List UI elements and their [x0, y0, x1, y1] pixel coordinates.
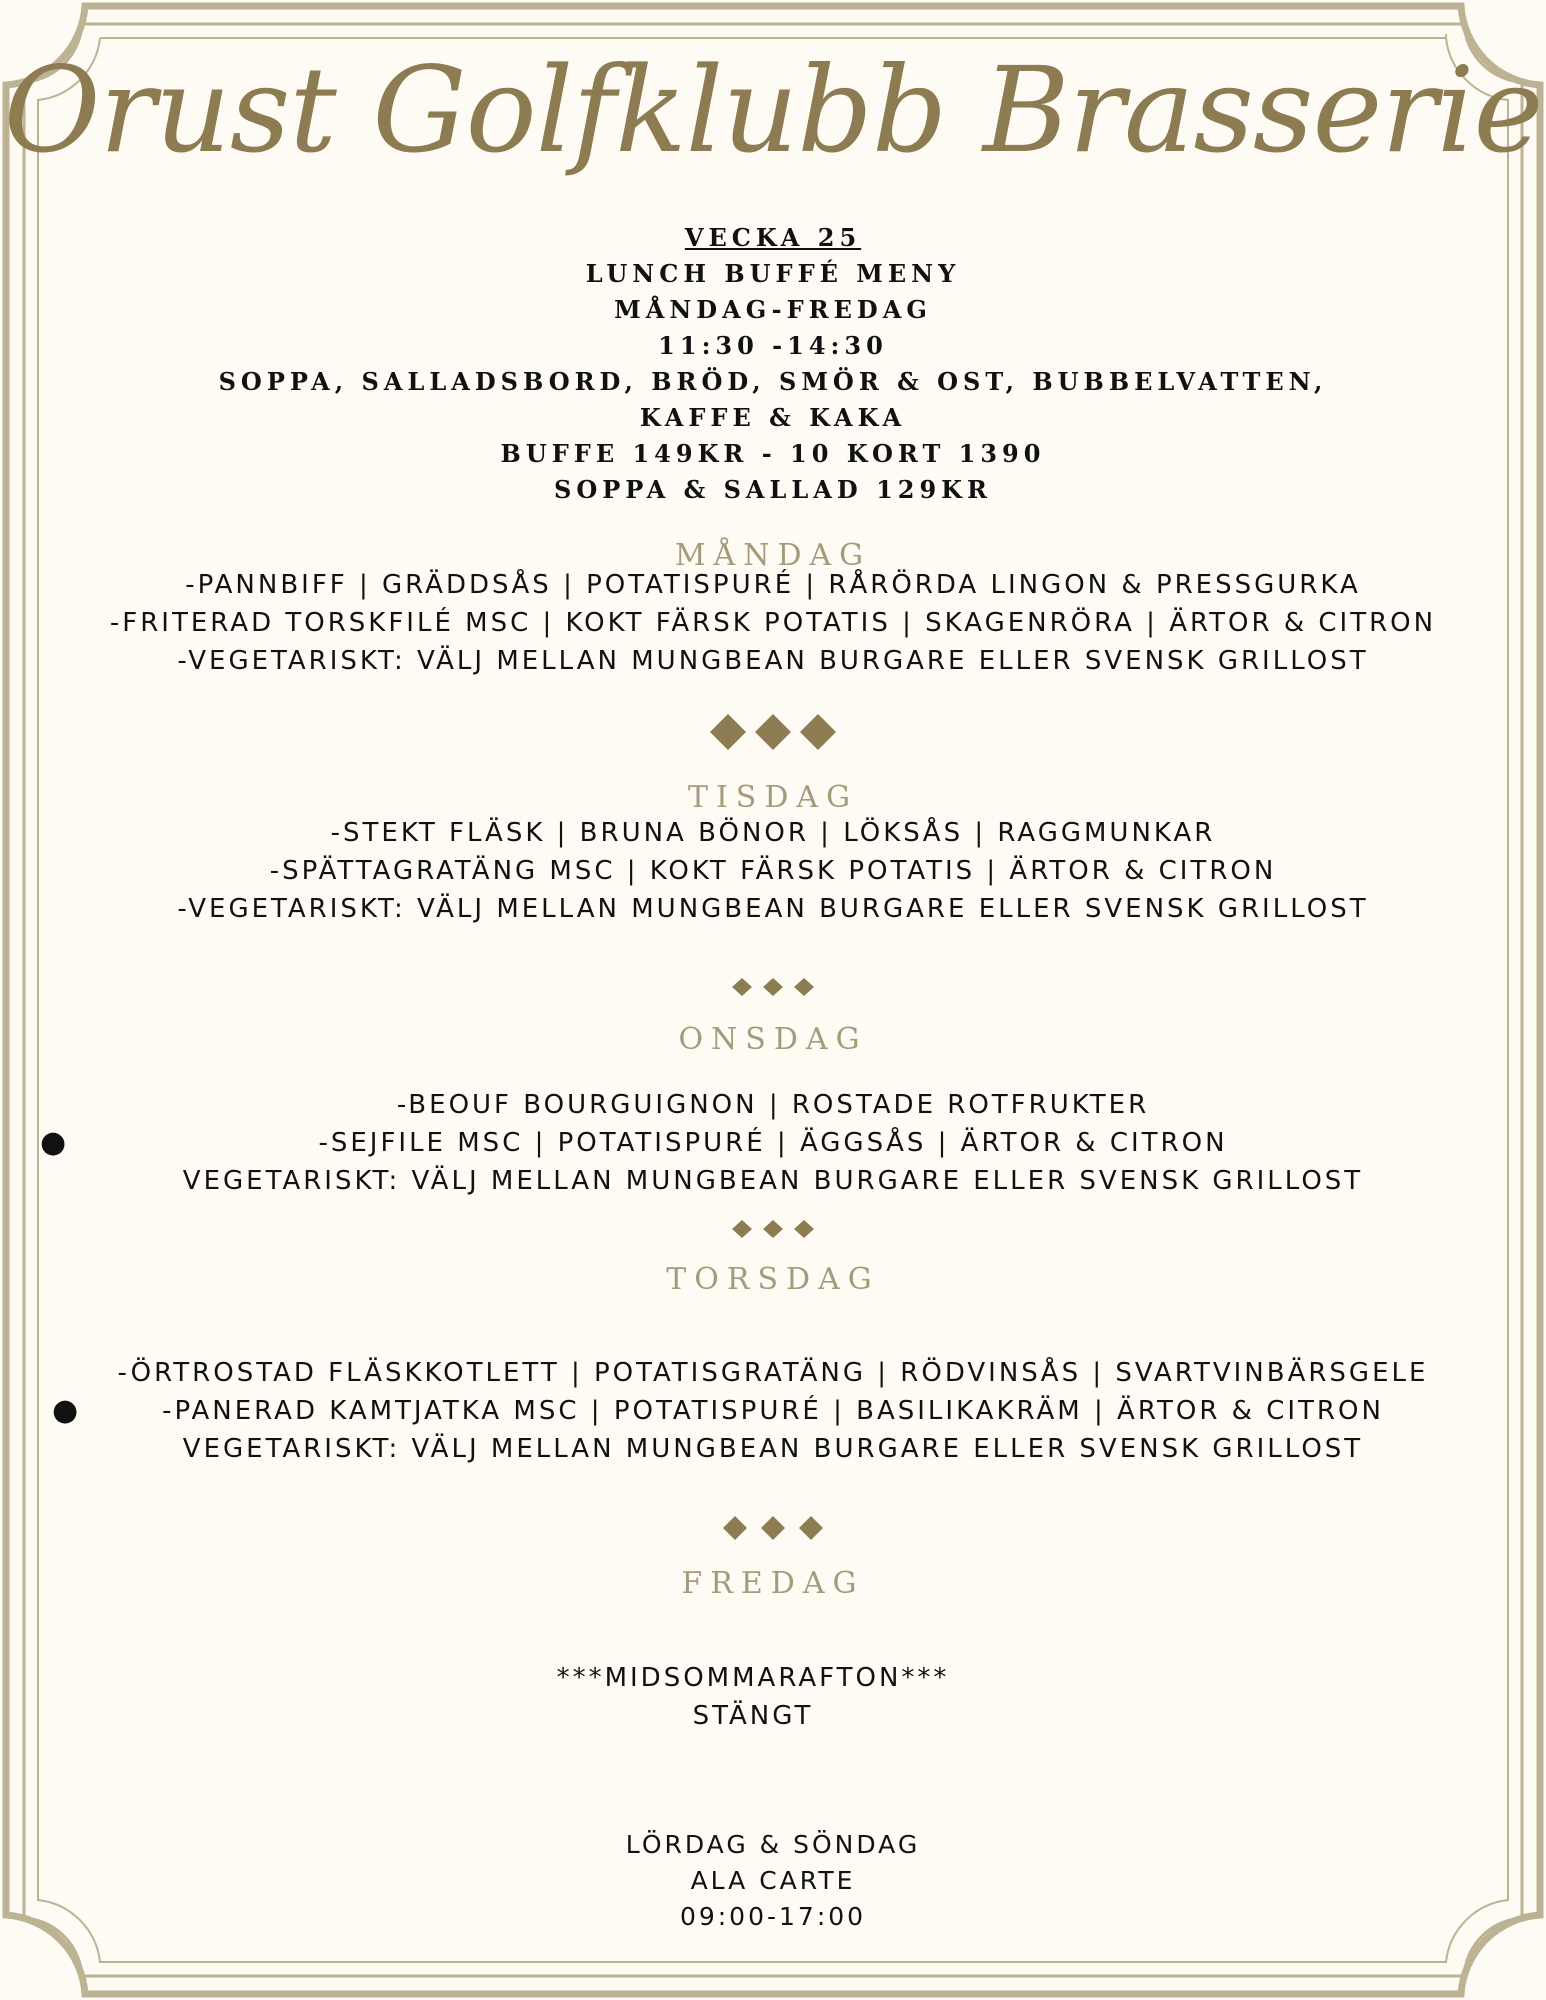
day-heading-friday: FREDAG — [681, 1566, 865, 1601]
menu-item: -STEKT FLÄSK | BRUNA BÖNOR | LÖKSÅS | RAGGMUNKAR — [330, 818, 1216, 848]
thursday-menu — [0, 1354, 1546, 1468]
diamond-icon — [732, 1220, 752, 1238]
day-heading-monday: MÅNDAG — [674, 538, 872, 573]
weekend-line: 09:00-17:00 — [679, 1902, 867, 1931]
header-line: KAFFE & KAKA — [639, 403, 907, 432]
separator — [0, 976, 1546, 1002]
menu-item: -PANERAD KAMTJATKA MSC | POTATISPURÉ | BASILIKAKRÄM | ÄRTOR & CITRON — [162, 1396, 1384, 1426]
diamond-icon — [800, 714, 836, 750]
weekend-info — [0, 1827, 1546, 1935]
menu-item: VEGETARISKT: VÄLJ MELLAN MUNGBEAN BURGARE ELLER SVENSK GRILLOST — [182, 1434, 1364, 1464]
tuesday-menu — [0, 814, 1546, 928]
header-line: 11:30 -14:30 — [658, 331, 888, 360]
week-label: VECKA 25 — [684, 223, 862, 252]
diamond-icon — [710, 714, 746, 750]
day-heading-wednesday: ONSDAG — [678, 1022, 868, 1057]
bullet-icon: ● — [40, 1125, 67, 1160]
header-line: SOPPA, SALLADSBORD, BRÖD, SMÖR & OST, BUBBELVATTEN, — [218, 367, 1328, 396]
wednesday-menu — [0, 1086, 1546, 1200]
header-line: SOPPA & SALLAD 129KR — [554, 475, 992, 504]
menu-item: VEGETARISKT: VÄLJ MELLAN MUNGBEAN BURGARE ELLER SVENSK GRILLOST — [182, 1166, 1364, 1196]
menu-item: -SPÄTTAGRATÄNG MSC | KOKT FÄRSK POTATIS | ÄRTOR & CITRON — [269, 856, 1277, 886]
menu-item: STÄNGT — [692, 1701, 814, 1731]
diamond-icon — [799, 1516, 823, 1540]
header-line: MÅNDAG-FREDAG — [614, 295, 932, 324]
separator — [0, 1218, 1546, 1244]
weekend-line: LÖRDAG & SÖNDAG — [625, 1830, 921, 1859]
separator — [0, 712, 1546, 756]
menu-item: -PANNBIFF | GRÄDDSÅS | POTATISPURÉ | RÅRÖRDA LINGON & PRESSGURKA — [185, 570, 1361, 600]
menu-item: -VEGETARISKT: VÄLJ MELLAN MUNGBEAN BURGARE ELLER SVENSK GRILLOST — [177, 646, 1369, 676]
header-line: BUFFE 149KR - 10 KORT 1390 — [500, 439, 1046, 468]
diamond-icon — [794, 978, 814, 996]
diamond-icon — [761, 1516, 785, 1540]
day-heading-thursday: TORSDAG — [666, 1262, 880, 1297]
diamond-icon — [755, 714, 791, 750]
diamond-icon — [763, 978, 783, 996]
monday-menu — [0, 566, 1546, 680]
menu-item: -ÖRTROSTAD FLÄSKKOTLETT | POTATISGRATÄNG | RÖDVINSÅS | SVARTVINBÄRSGELE — [117, 1358, 1429, 1388]
menu-item: -SEJFILE MSC | POTATISPURÉ | ÄGGSÅS | ÄRTOR & CITRON — [318, 1128, 1228, 1158]
separator — [0, 1514, 1546, 1546]
menu-header — [0, 220, 1546, 508]
menu-item: -VEGETARISKT: VÄLJ MELLAN MUNGBEAN BURGARE ELLER SVENSK GRILLOST — [177, 894, 1369, 924]
menu-item: -FRITERAD TORSKFILÉ MSC | KOKT FÄRSK POTATIS | SKAGENRÖRA | ÄRTOR & CITRON — [109, 608, 1437, 638]
diamond-icon — [763, 1220, 783, 1238]
bullet-icon: ● — [52, 1393, 79, 1428]
diamond-icon — [794, 1220, 814, 1238]
friday-menu — [0, 1659, 1526, 1735]
restaurant-title: Orust Golfklubb Brasserie — [3, 41, 1543, 179]
weekend-line: ALA CARTE — [690, 1866, 856, 1895]
diamond-icon — [723, 1516, 747, 1540]
header-line: LUNCH BUFFÉ MENY — [585, 259, 961, 288]
menu-item: ***MIDSOMMARAFTON*** — [556, 1663, 950, 1693]
diamond-icon — [732, 978, 752, 996]
day-heading-tuesday: TISDAG — [687, 780, 859, 815]
menu-item: -BEOUF BOURGUIGNON | ROSTADE ROTFRUKTER — [396, 1090, 1150, 1120]
